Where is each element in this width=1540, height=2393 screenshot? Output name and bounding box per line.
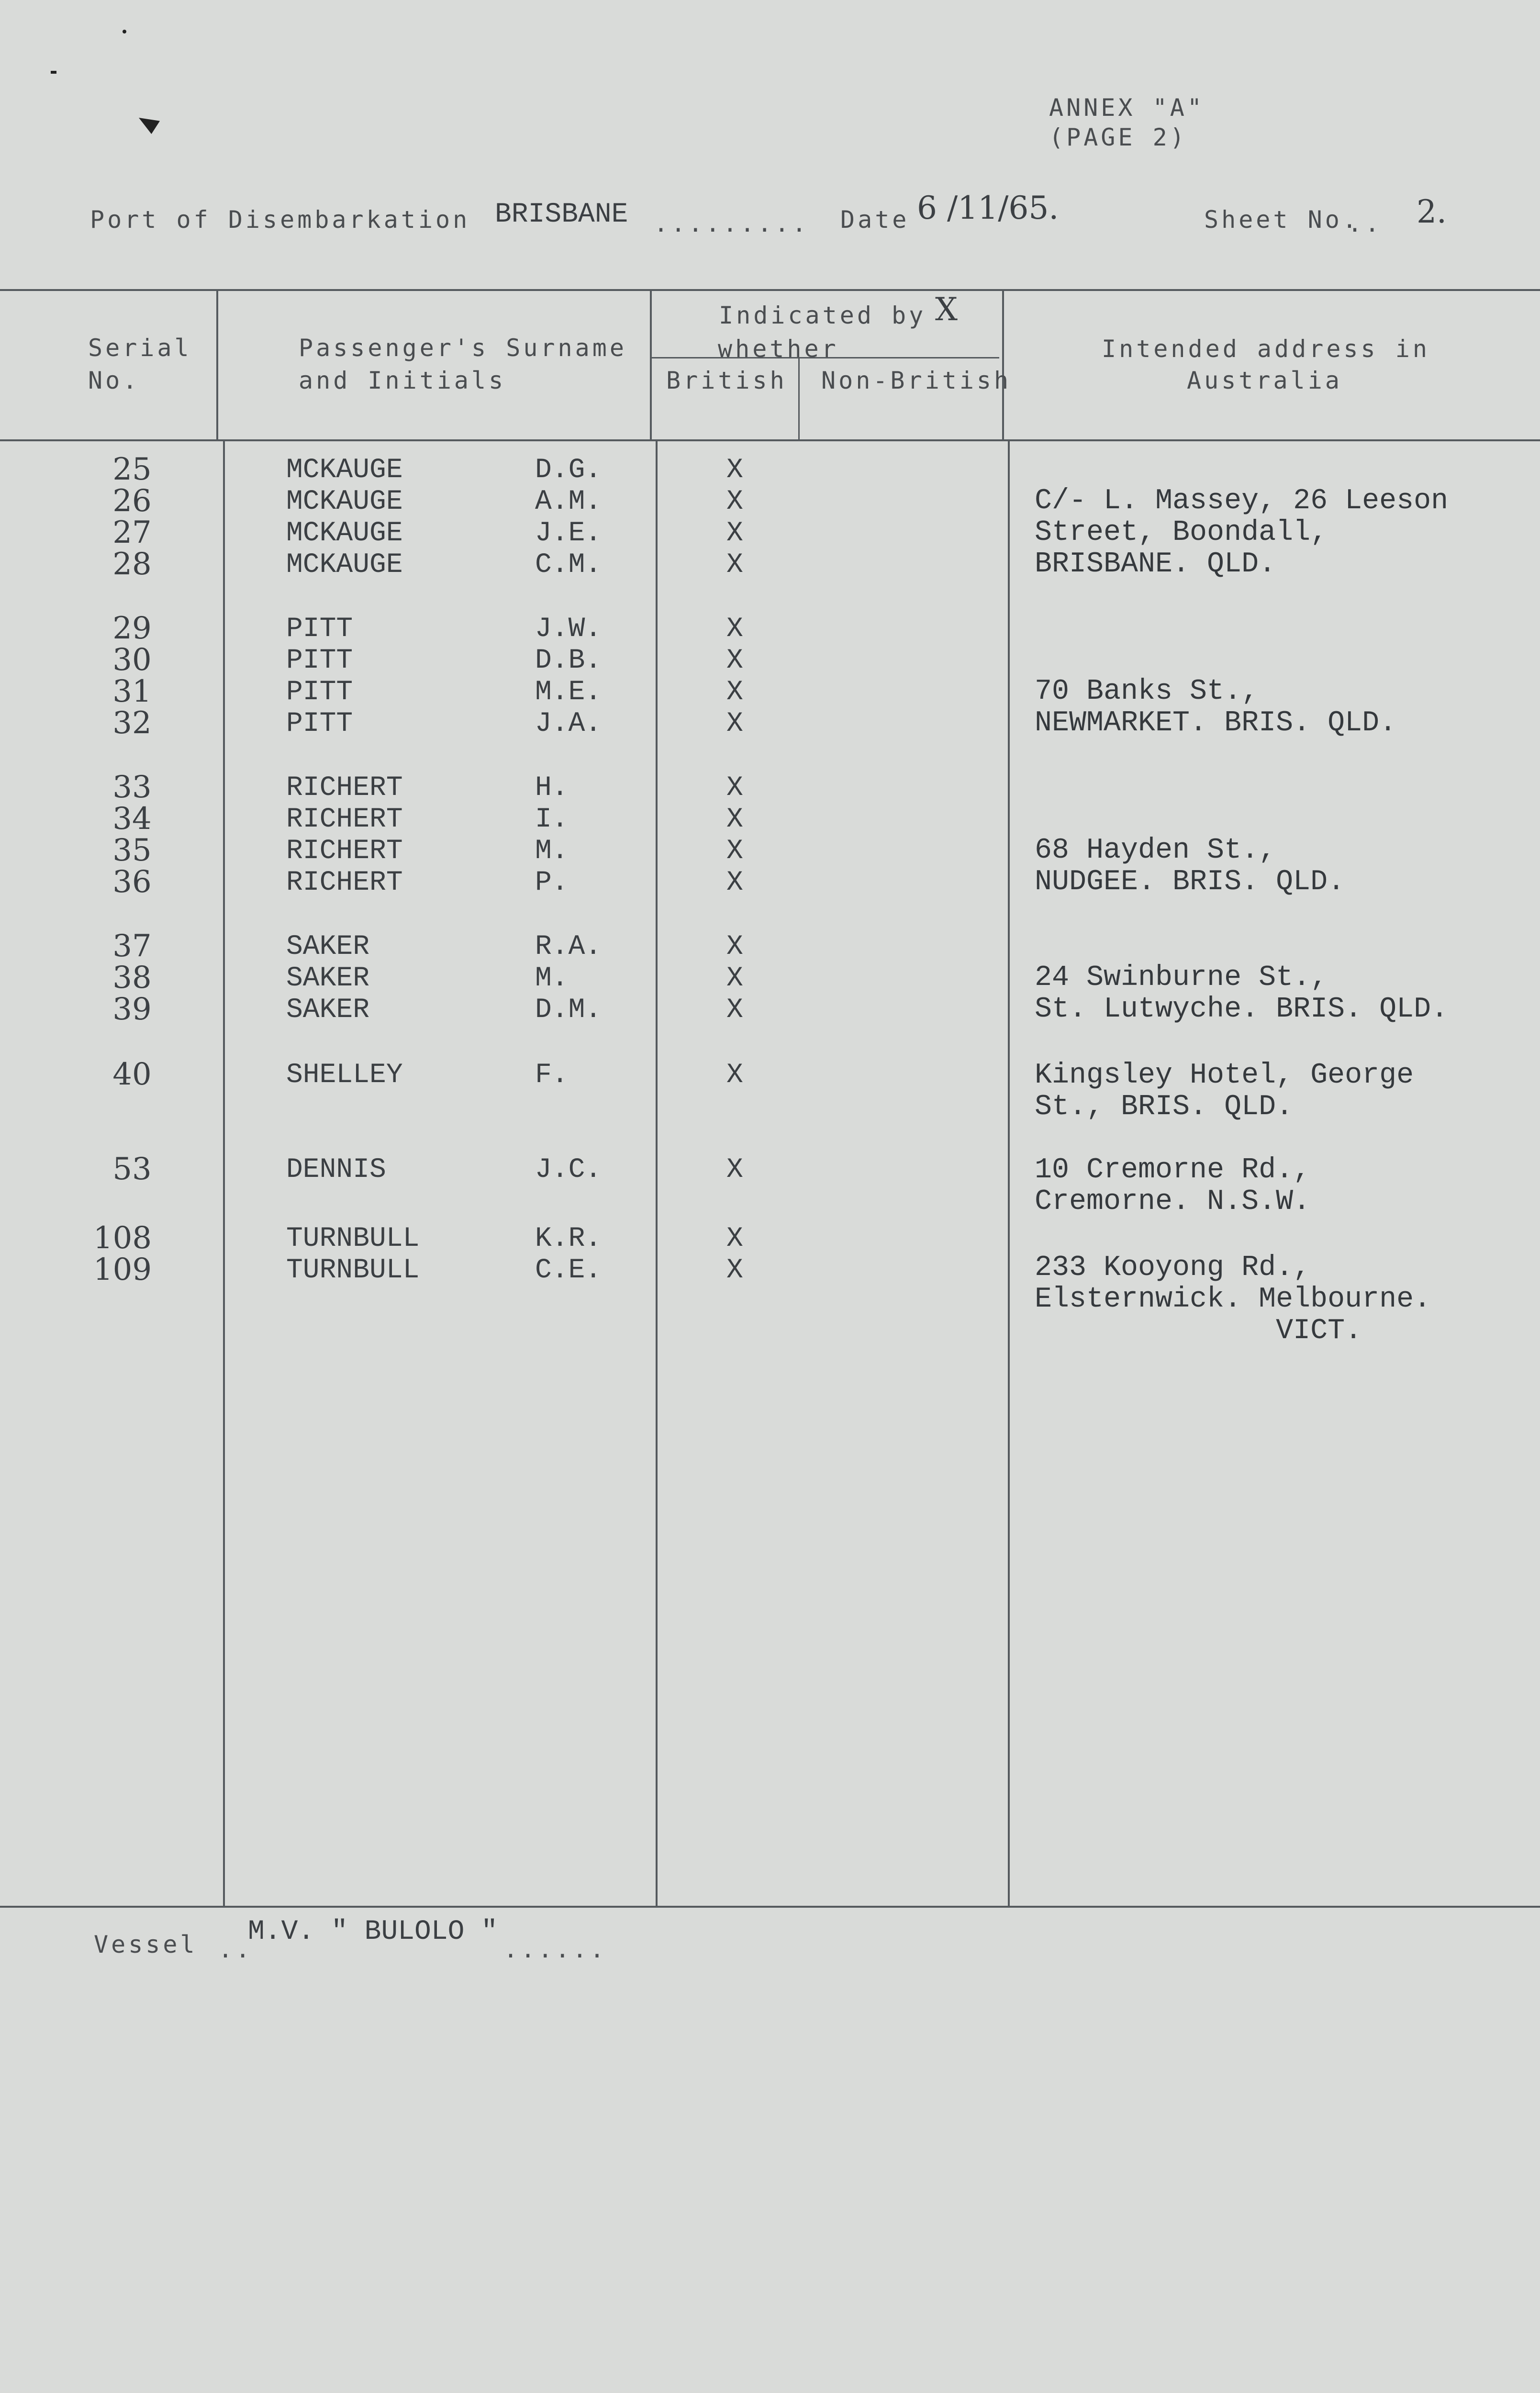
surname: TURNBULL (286, 1223, 420, 1254)
address-richert: 68 Hayden St., NUDGEE. BRIS. QLD. (1035, 834, 1345, 898)
surname: MCKAUGE (286, 455, 403, 486)
initials: F. (535, 1060, 569, 1091)
col-divider-serial (216, 289, 218, 440)
british-mark: X (726, 867, 743, 898)
initials: D.M. (535, 995, 602, 1026)
serial-number: 27 (112, 515, 152, 550)
british-mark: X (726, 1223, 743, 1254)
annex-label: ANNEX "A" (1049, 94, 1205, 122)
serial-number: 32 (112, 705, 152, 741)
british-mark: X (726, 1060, 743, 1091)
serial-number: 30 (112, 642, 152, 678)
british-mark: X (726, 1255, 743, 1286)
initials: H. (535, 772, 569, 804)
dotted-leader: .. (218, 1935, 253, 1963)
british-header: British (666, 367, 787, 394)
british-mark: X (726, 836, 743, 867)
serial-number: 36 (112, 864, 152, 900)
initials: J.A. (535, 708, 602, 739)
port-label: Port of Disembarkation (90, 206, 470, 234)
initials: D.G. (535, 455, 602, 486)
serial-number: 31 (112, 674, 152, 709)
date-label: Date (840, 206, 910, 234)
british-mark: X (726, 455, 743, 486)
surname: RICHERT (286, 804, 403, 835)
serial-number: 109 (93, 1252, 152, 1287)
col-divider-surname (650, 289, 652, 440)
serial-number: 108 (93, 1220, 152, 1256)
non-british-header: Non-British (821, 367, 1012, 394)
indicated-mark: X (935, 291, 958, 328)
initials: K.R. (535, 1223, 602, 1254)
serial-number: 33 (112, 770, 152, 805)
serial-number: 34 (112, 801, 152, 837)
vessel-value: M.V. " BULOLO " (248, 1916, 498, 1947)
surname: PITT (286, 677, 353, 708)
british-mark: X (726, 518, 743, 549)
address-turnbull: 233 Kooyong Rd., Elsternwick. Melbourne. VICT. (1035, 1252, 1431, 1347)
initials: D.B. (535, 645, 602, 676)
surname-header-sub: and Initials (299, 367, 506, 394)
address-header: Intended address in (1102, 335, 1430, 363)
initials: M.E. (535, 677, 602, 708)
british-mark: X (726, 549, 743, 581)
surname: SAKER (286, 931, 370, 962)
serial-number: 35 (112, 833, 152, 868)
surname: RICHERT (286, 836, 403, 867)
british-mark: X (726, 804, 743, 835)
serial-number: 39 (112, 992, 152, 1027)
stray-mark (123, 30, 126, 34)
address-shelley: Kingsley Hotel, George St., BRIS. QLD. (1035, 1059, 1414, 1123)
address-saker: 24 Swinburne St., St. Lutwyche. BRIS. QLD. (1035, 962, 1449, 1026)
serial-number: 38 (112, 960, 152, 995)
surname-header: Passenger's Surname (299, 334, 627, 362)
surname: DENNIS (286, 1154, 386, 1185)
table-bottom-border (0, 1906, 1540, 1908)
initials: M. (535, 836, 569, 867)
british-mark: X (726, 614, 743, 645)
indicated-header-sub: whether (718, 335, 839, 363)
date-value: 6 /11/65. (917, 190, 1059, 226)
initials: P. (535, 867, 569, 898)
surname: SAKER (286, 963, 370, 994)
serial-number: 53 (112, 1152, 152, 1187)
british-mark: X (726, 772, 743, 804)
initials: R.A. (535, 931, 602, 962)
address-dennis: 10 Cremorne Rd., Cremorne. N.S.W. (1035, 1154, 1311, 1218)
col-divider-surname (656, 439, 658, 1907)
sheet-label: Sheet No. (1204, 206, 1360, 234)
sheet-value: 2. (1417, 193, 1447, 230)
address-mckauge: C/- L. Massey, 26 Leeson Street, Boondall, BRISBANE. QLD. (1035, 485, 1449, 581)
surname: RICHERT (286, 772, 403, 804)
table-header-bottom-border (0, 439, 1540, 441)
surname: MCKAUGE (286, 486, 403, 517)
surname: RICHERT (286, 867, 403, 898)
col-divider-serial (223, 439, 225, 1907)
dotted-leader: .. (1348, 210, 1383, 237)
stray-mark (51, 71, 56, 74)
port-value: BRISBANE (495, 199, 628, 230)
dotted-leader: ......... (654, 210, 809, 237)
serial-number: 25 (112, 452, 152, 487)
serial-header-sub: No. (88, 367, 140, 394)
surname: PITT (286, 614, 353, 645)
serial-number: 29 (112, 611, 152, 646)
serial-number: 37 (112, 928, 152, 964)
table-top-border (0, 289, 1540, 291)
british-mark: X (726, 931, 743, 962)
british-mark: X (726, 963, 743, 994)
address-pitt: 70 Banks St., NEWMARKET. BRIS. QLD. (1035, 675, 1397, 739)
surname: MCKAUGE (286, 549, 403, 581)
british-mark: X (726, 708, 743, 739)
surname: MCKAUGE (286, 518, 403, 549)
surname: SAKER (286, 995, 370, 1026)
british-mark: X (726, 1154, 743, 1185)
initials: M. (535, 963, 569, 994)
surname: PITT (286, 645, 353, 676)
serial-number: 26 (112, 483, 152, 519)
british-mark: X (726, 677, 743, 708)
dotted-leader: ...... (503, 1935, 607, 1963)
british-mark: X (726, 995, 743, 1026)
col-divider-british (798, 358, 800, 439)
initials: A.M. (535, 486, 602, 517)
surname: SHELLEY (286, 1060, 403, 1091)
initials: C.E. (535, 1255, 602, 1286)
initials: I. (535, 804, 569, 835)
address-header-sub: Australia (1187, 367, 1342, 394)
british-mark: X (726, 645, 743, 676)
serial-header: Serial (88, 334, 192, 362)
vessel-label: Vessel (94, 1931, 198, 1958)
initials: C.M. (535, 549, 602, 581)
british-mark: X (726, 486, 743, 517)
serial-number: 28 (112, 547, 152, 582)
col-divider-address (1008, 439, 1010, 1907)
serial-number: 40 (112, 1057, 152, 1092)
initials: J.E. (535, 518, 602, 549)
annex-page: (PAGE 2) (1049, 123, 1187, 151)
initials: J.C. (535, 1154, 602, 1185)
indicated-header: Indicated by (719, 302, 926, 329)
col-divider-address (1002, 289, 1004, 440)
surname: PITT (286, 708, 353, 739)
initials: J.W. (535, 614, 602, 645)
stray-mark (139, 118, 160, 134)
surname: TURNBULL (286, 1255, 420, 1286)
